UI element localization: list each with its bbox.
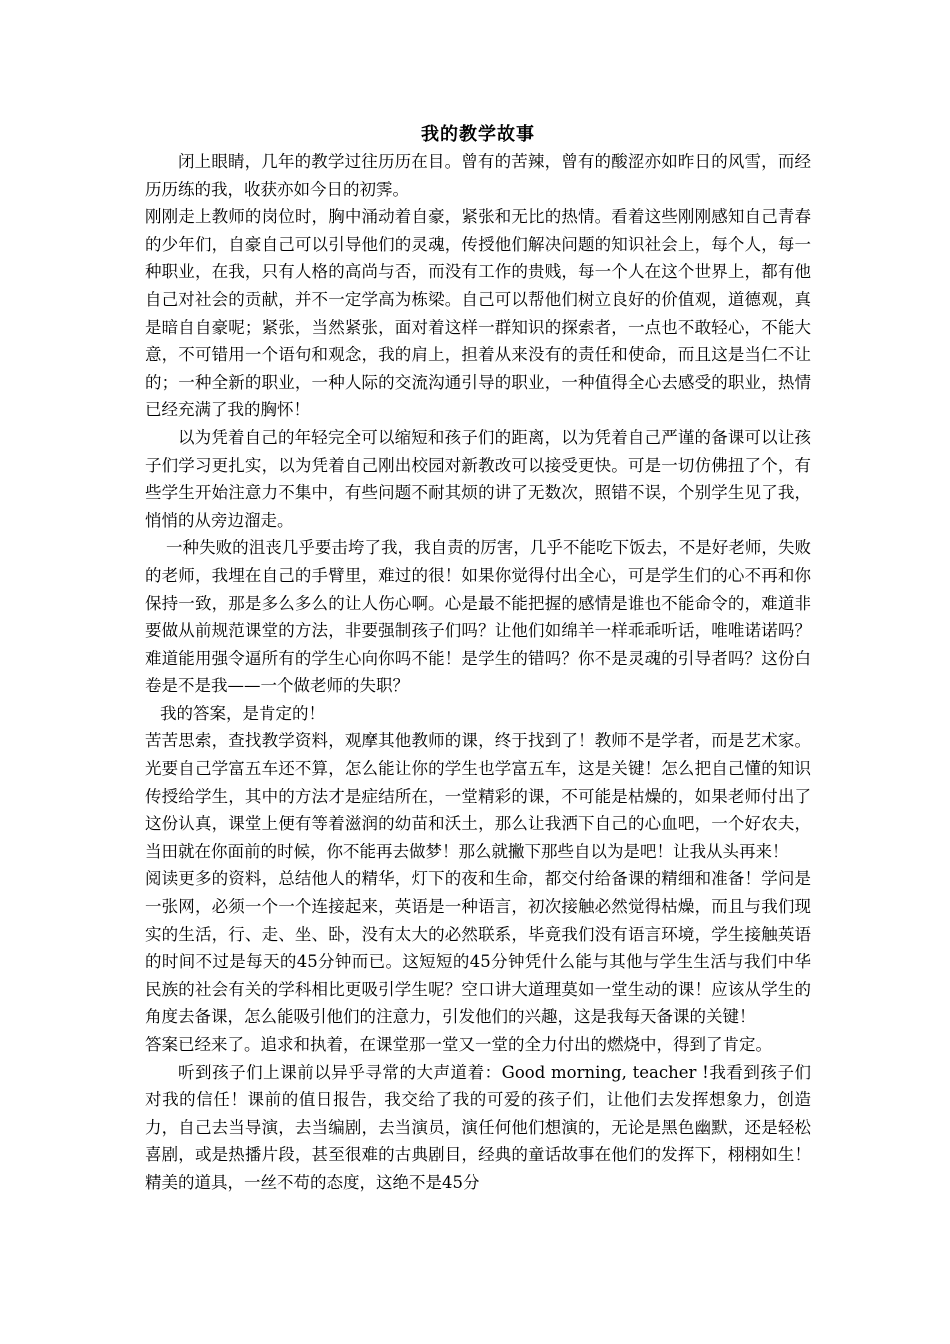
paragraph-3: 以为凭着自己的年轻完全可以缩短和孩子们的距离，以为凭着自己严谨的备课可以让孩子们学习更扎实，以为凭着自己刚出校园对新教改可以接受更快。可是一切仿佛扭了个，有些学生开始注意力不集中，有些问题不耐其烦的讲了无数次，照错不误，个别学生见了我，悄悄的从旁边溜走。 [145, 427, 811, 530]
paragraph-7: 阅读更多的资料，总结他人的精华，灯下的夜和生命，都交付给备课的精细和准备！学问是一张网，必须一个一个连接起来，英语是一种语言，初次接触必然觉得枯燥，而且与我们现实的生活，行、走、坐、卧，没有太大的必然联系，毕竟我们没有语言环境，学生接触英语的时间不过是每天的45分钟而已。这短短的45分钟凭什么能与其他与学生生活与我们中华民族的社会有关的学科相比更吸引学生呢？空口讲大道理莫如一堂生动的课！应该从学生的角度去备课，怎么能吸引他们的注意力，引发他们的兴趣，这是我每天备课的关键！ [145, 869, 811, 1027]
paragraph-4: 一种失败的沮丧几乎要击垮了我，我自责的厉害，几乎不能吃下饭去，不是好老师，失败的老师，我埋在自己的手臂里，难过的很！如果你觉得付出全心，可是学生们的心不再和你保持一致，那是多么多么的让人伤心啊。心是最不能把握的感情是谁也不能命令的，难道非要做从前规范课堂的方法，非要强制孩子们吗？让他们如绵羊一样乖乖听话，唯唯诺诺吗？难道能用强令逼所有的学生心向你吗不能！是学生的错吗？你不是灵魂的引导者吗？这份白卷是不是我——一个做老师的失职？ [145, 538, 811, 696]
document-body [145, 121, 811, 1197]
paragraph-2: 刚刚走上教师的岗位时，胸中涌动着自豪，紧张和无比的热情。看着这些刚刚感知自己青春的少年们，自豪自己可以引导他们的灵魂，传授他们解决问题的知识社会上，每个人，每一种职业，在我，只有人格的高尚与否，而没有工作的贵贱，每一个人在这个世界上，都有他自己对社会的贡献，并不一定学高为栋梁。自己可以帮他们树立良好的价值观，道德观，真是暗自自豪呢；紧张，当然紧张，面对着这样一群知识的探索者，一点也不敢轻心，不能大意，不可错用一个语句和观念，我的肩上，担着从来没有的责任和使命，而且这是当仁不让的；一种全新的职业，一种人际的交流沟通引导的职业，一种值得全心去感受的职业，热情已经充满了我的胸怀！ [145, 207, 811, 420]
document-title: 我的教学故事 [421, 124, 535, 145]
paragraph-6: 苦苦思索，查找教学资料，观摩其他教师的课，终于找到了！教师不是学者，而是艺术家。光要自己学富五车还不算，怎么能让你的学生也学富五车，这是关键！怎么把自己懂的知识传授给学生，其中的方法才是症结所在，一堂精彩的课，不可能是枯燥的，如果老师付出了这份认真，课堂上便有等着滋润的幼苗和沃土，那么让我洒下自己的心血吧，一个好农夫，当田就在你面前的时候，你不能再去做梦！那么就撇下那些自以为是吧！让我从头再来！ [145, 731, 811, 861]
paragraph-9: 听到孩子们上课前以异乎寻常的大声道着：Good morning, teacher !我看到孩子们对我的信任！课前的值日报告，我交给了我的可爱的孩子们，让他们去发挥想象力，创造力，自己去当导演，去当编剧，去当演员，演任何他们想演的，无论是黑色幽默，还是轻松喜剧，或是热播片段，甚至很难的古典剧目，经典的童话故事在他们的发挥下，栩栩如生！精美的道具，一丝不苟的态度，这绝不是45分 [145, 1062, 811, 1192]
paragraph-8: 答案已经来了。追求和执着，在课堂那一堂又一堂的全力付出的燃烧中，得到了肯定。 [145, 1035, 772, 1054]
paragraph-1: 闭上眼睛，几年的教学过往历历在目。曾有的苦辣，曾有的酸涩亦如昨日的风雪，而经历历练的我，收获亦如今日的初霁。 [145, 152, 811, 199]
paragraph-5: 我的答案，是肯定的！ [160, 703, 325, 723]
